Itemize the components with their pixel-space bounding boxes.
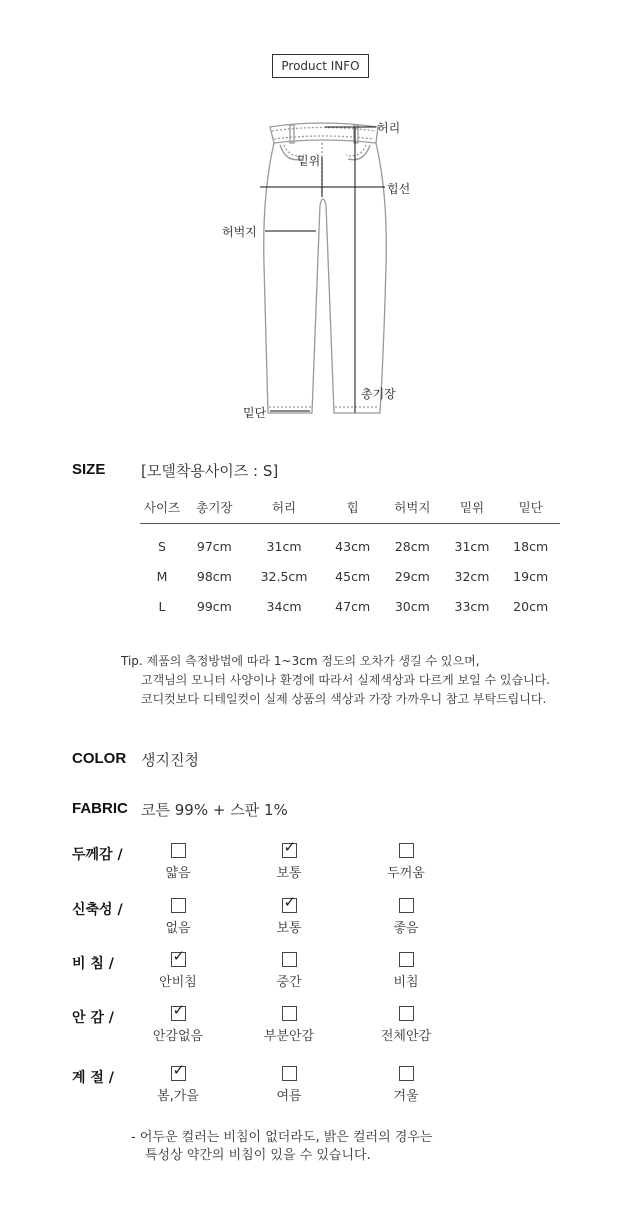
check-icon: ✓ [283,838,297,856]
option-label: 비침 [393,975,419,990]
bottom-note-line-2: 특성상 약간의 비침이 있을 수 있습니다. [145,1148,371,1163]
attribute-title: 안 감 / [72,1010,114,1026]
attribute-title: 계 절 / [72,1070,114,1086]
attribute-option[interactable] [133,898,223,936]
checked-checkbox[interactable] [282,838,297,858]
attribute-title: 신축성 / [72,902,123,918]
option-label: 전체안감 [380,1029,432,1044]
table-cell: 97cm [196,538,232,554]
header-hem: 밑단 [501,492,560,523]
pants-diagram [250,115,400,425]
checkbox[interactable] [399,843,414,858]
checked-checkbox[interactable] [171,1001,186,1021]
size-table-header [140,492,560,523]
table-row [140,591,560,621]
table-row [140,523,560,561]
table-cell: 47cm [335,598,371,614]
color-title: COLOR [72,750,127,767]
attribute-option[interactable] [244,838,334,881]
header-hip: 힙 [323,492,382,523]
table-cell: 34cm [266,598,302,614]
table-cell: L [158,598,166,614]
attribute-option[interactable] [133,1061,223,1104]
table-cell: 45cm [335,568,371,584]
checkbox[interactable] [282,952,297,967]
header-rise: 밑위 [443,492,502,523]
checkbox[interactable] [399,1006,414,1021]
size-table [140,492,560,621]
option-label: 안감없음 [152,1029,204,1044]
model-size-note: [모델착용사이즈 : S] [141,462,279,480]
table-cell: 30cm [394,598,430,614]
attribute-option[interactable] [361,1006,451,1044]
table-cell: 29cm [394,568,430,584]
checkbox[interactable] [171,843,186,858]
attribute-option[interactable] [244,893,334,936]
option-label: 보통 [276,921,302,936]
option-label: 두꺼움 [387,866,425,881]
table-cell: 33cm [454,598,490,614]
option-label: 부분안감 [263,1029,315,1044]
diagram-label-hip: 힙선 [387,182,411,196]
option-label: 중간 [276,975,302,990]
fabric-title: FABRIC [72,800,128,817]
product-info-badge: Product INFO [272,54,369,78]
attribute-option[interactable] [244,1066,334,1104]
option-label: 보통 [276,866,302,881]
checked-checkbox[interactable] [171,947,186,967]
check-icon: ✓ [172,947,186,965]
bottom-note-line-1: - 어두운 컬러는 비침이 없더라도, 밝은 컬러의 경우는 [131,1130,433,1145]
tip-line-2: 고객님의 모니터 사양이나 환경에 따라서 실제색상과 다르게 보일 수 있습니다. [141,673,551,687]
option-label: 봄,가을 [157,1089,199,1104]
tip-line-3: 코디컷보다 디테일컷이 실제 상품의 색상과 가장 가까우니 참고 부탁드립니다. [141,692,547,706]
size-title: SIZE [72,461,106,478]
header-waist: 허리 [245,492,324,523]
attribute-title: 비 침 / [72,956,114,972]
diagram-label-total-length: 총기장 [361,387,396,401]
checkbox[interactable] [282,1066,297,1081]
checked-checkbox[interactable] [171,1061,186,1081]
attribute-option[interactable] [244,1006,334,1044]
table-cell: 28cm [394,538,430,554]
checked-checkbox[interactable] [282,893,297,913]
checkbox[interactable] [282,1006,297,1021]
table-cell: 32.5cm [260,568,308,584]
diagram-label-thigh: 허벅지 [222,225,257,239]
table-cell: 18cm [513,538,549,554]
option-label: 얇음 [165,866,191,881]
diagram-label-waist: 허리 [377,121,401,135]
checkbox[interactable] [399,898,414,913]
option-label: 겨울 [393,1089,419,1104]
header-size: 사이즈 [140,492,184,523]
diagram-label-rise: 밑위 [297,154,321,168]
table-cell: 99cm [196,598,232,614]
option-label: 없음 [165,921,191,936]
attribute-option[interactable] [361,952,451,990]
attribute-option[interactable] [361,843,451,881]
checkbox[interactable] [171,898,186,913]
option-label: 여름 [276,1089,302,1104]
check-icon: ✓ [172,1061,186,1079]
attribute-option[interactable] [133,1001,223,1044]
tip-line-1: Tip. 제품의 측정방법에 따라 1~3cm 정도의 오차가 생길 수 있으며, [121,654,480,668]
check-icon: ✓ [172,1001,186,1019]
attribute-option[interactable] [244,952,334,990]
table-cell: 31cm [266,538,302,554]
attribute-option[interactable] [133,947,223,990]
diagram-label-hem: 밑단 [243,406,267,420]
checkbox[interactable] [399,1066,414,1081]
attribute-option[interactable] [361,898,451,936]
header-thigh: 허벅지 [382,492,443,523]
option-label: 좋음 [393,921,419,936]
color-value: 생지진청 [141,751,199,769]
table-cell: 43cm [335,538,371,554]
attribute-option[interactable] [133,843,223,881]
table-cell: 20cm [513,598,549,614]
table-cell: 32cm [454,568,490,584]
table-cell: S [158,538,166,554]
header-total-length: 총기장 [184,492,245,523]
table-cell: 19cm [513,568,549,584]
checkbox[interactable] [399,952,414,967]
table-cell: 98cm [196,568,232,584]
attribute-option[interactable] [361,1066,451,1104]
table-cell: M [156,568,168,584]
table-cell: 31cm [454,538,490,554]
check-icon: ✓ [283,893,297,911]
attribute-title: 두께감 / [72,847,123,863]
option-label: 안비침 [159,975,197,990]
fabric-value: 코튼 99% + 스판 1% [141,801,288,819]
table-row [140,561,560,591]
